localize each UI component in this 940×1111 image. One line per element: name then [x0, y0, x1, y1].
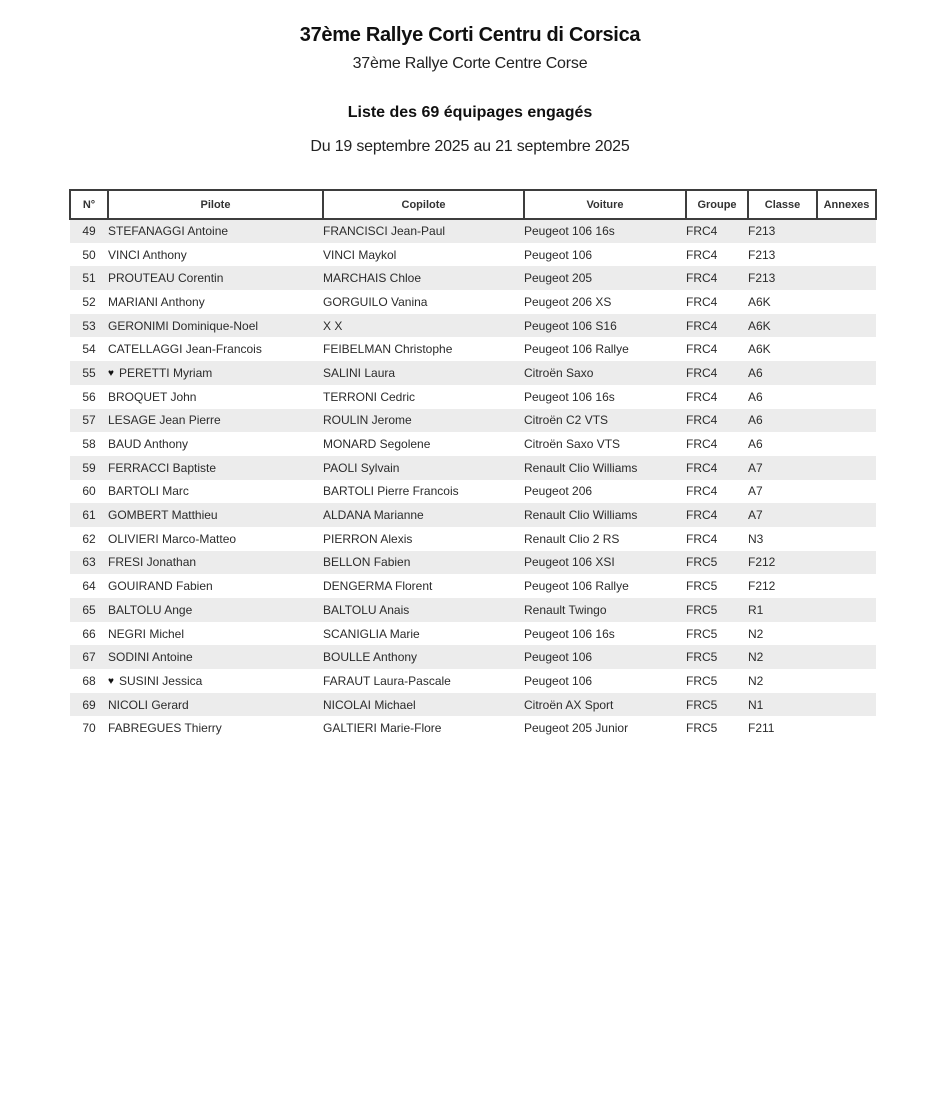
copilot-name: FEIBELMAN Christophe: [323, 342, 453, 357]
entry-row: [70, 480, 876, 504]
car-name: Peugeot 106: [524, 645, 686, 669]
pilot-name: MARIANI Anthony: [108, 294, 205, 309]
group-value: FRC5: [686, 551, 748, 575]
copilot-name: MONARD Segolene: [323, 437, 431, 452]
pilot-cell: [108, 456, 323, 480]
annexes-value: [817, 645, 876, 669]
group-value: FRC4: [686, 484, 718, 499]
copilot-name: TERRONI Cedric: [323, 389, 416, 404]
annexes-value: [817, 503, 876, 527]
entry-row: [70, 574, 876, 598]
copilot-name: X X: [323, 314, 524, 338]
annexes-value: [817, 314, 876, 338]
pilot-cell: [108, 432, 323, 456]
group-value: FRC5: [686, 626, 718, 641]
pilot-cell: [108, 598, 323, 622]
car-name: Renault Clio Williams: [524, 503, 686, 527]
group-value: FRC4: [686, 266, 748, 290]
entry-row: [70, 598, 876, 622]
copilot-name: VINCI Maykol: [323, 247, 397, 262]
entry-row: [70, 527, 876, 551]
pilot-cell: [108, 337, 323, 361]
pilot-name: NICOLI Gerard: [108, 697, 189, 712]
group-value: FRC4: [686, 314, 748, 338]
pilot-name: FABREGUES Thierry: [108, 721, 222, 736]
car-name: Peugeot 205 Junior: [524, 721, 629, 736]
copilot-name: BELLON Fabien: [323, 551, 524, 575]
entry-number: 53: [70, 314, 108, 338]
car-name: Peugeot 106 XSI: [524, 551, 686, 575]
pilot-name: PROUTEAU Corentin: [108, 271, 224, 286]
annexes-value: [817, 337, 876, 361]
pilot-cell: [108, 266, 323, 290]
entry-number: 56: [82, 389, 96, 404]
pilot-cell: [108, 219, 323, 243]
entry-number: 60: [82, 484, 96, 499]
column-header-num: N°: [70, 190, 108, 219]
column-header-voiture: Voiture: [524, 190, 686, 219]
car-name: Renault Twingo: [524, 598, 686, 622]
pilot-cell: [108, 527, 323, 551]
page-subtitle: 37ème Rallye Corte Centre Corse: [352, 55, 588, 72]
group-value: FRC4: [686, 456, 748, 480]
car-name: Citroën Saxo: [524, 361, 686, 385]
group-value: FRC4: [686, 531, 718, 546]
group-value: FRC4: [686, 294, 718, 309]
entries-table-header: [70, 190, 876, 219]
class-value: A7: [748, 456, 817, 480]
entry-row: [70, 503, 876, 527]
car-name: Peugeot 106 16s: [524, 626, 615, 641]
entry-number: 63: [70, 551, 108, 575]
car-name: Peugeot 106: [524, 247, 593, 262]
class-value: F213: [748, 266, 817, 290]
pilot-cell: [108, 503, 323, 527]
car-name: Renault Clio Williams: [524, 456, 686, 480]
annexes-value: [817, 456, 876, 480]
group-value: FRC5: [686, 721, 718, 736]
entry-row: [70, 337, 876, 361]
entry-number: 55: [70, 361, 108, 385]
annexes-value: [817, 574, 876, 598]
car-name: Peugeot 106 Rallye: [524, 579, 629, 594]
female-crew-icon: ♥: [108, 367, 114, 379]
annexes-value: [817, 385, 876, 409]
pilot-name: SUSINI Jessica: [118, 673, 203, 688]
pilot-cell: [108, 480, 323, 504]
column-header-copilote: Copilote: [323, 190, 524, 219]
entry-row: [70, 456, 876, 480]
copilot-name: BALTOLU Anais: [323, 598, 524, 622]
pilot-name: BALTOLU Ange: [108, 602, 193, 617]
car-name: Citroën C2 VTS: [524, 409, 686, 433]
class-value: F212: [748, 579, 776, 594]
copilot-name: NICOLAI Michael: [323, 693, 524, 717]
female-crew-icon: ♥: [108, 675, 114, 687]
copilot-name: BARTOLI Pierre Francois: [323, 484, 459, 499]
car-name: Peugeot 206 XS: [524, 294, 612, 309]
entry-number: 61: [70, 503, 108, 527]
entry-number: 58: [82, 437, 96, 452]
pilot-cell: [108, 574, 323, 598]
group-value: FRC4: [686, 503, 748, 527]
pilot-cell: [108, 669, 323, 693]
car-name: Peugeot 106 16s: [524, 389, 615, 404]
group-value: FRC5: [686, 645, 748, 669]
entry-number: 52: [82, 294, 96, 309]
car-name: Renault Clio 2 RS: [524, 531, 620, 546]
entry-row: [70, 361, 876, 385]
class-value: N1: [748, 693, 817, 717]
pilot-name: CATELLAGGI Jean-Francois: [108, 342, 262, 357]
annexes-value: [817, 361, 876, 385]
pilot-name: BAUD Anthony: [108, 437, 189, 452]
entry-row: [70, 622, 876, 646]
group-value: FRC5: [686, 579, 718, 594]
group-value: FRC5: [686, 693, 748, 717]
class-value: N2: [748, 626, 764, 641]
class-value: A6: [748, 409, 817, 433]
class-value: F213: [748, 219, 817, 243]
column-header-classe: Classe: [748, 190, 817, 219]
group-value: FRC4: [686, 361, 748, 385]
page-title: 37ème Rallye Corti Centru di Corsica: [299, 24, 641, 46]
group-value: FRC4: [686, 219, 748, 243]
class-value: A7: [748, 484, 763, 499]
copilot-name: GALTIERI Marie-Flore: [323, 721, 442, 736]
pilot-name: SODINI Antoine: [108, 650, 193, 665]
entry-row: [70, 669, 876, 693]
class-value: N2: [748, 645, 817, 669]
copilot-name: MARCHAIS Chloe: [323, 266, 524, 290]
entry-row: [70, 716, 876, 740]
entry-list-title: Liste des 69 équipages engagés: [347, 104, 593, 121]
group-value: FRC5: [686, 673, 718, 688]
pilot-cell: [108, 645, 323, 669]
pilot-name: OLIVIERI Marco-Matteo: [108, 531, 237, 546]
copilot-name: PAOLI Sylvain: [323, 456, 524, 480]
entry-row: [70, 314, 876, 338]
pilot-cell: [108, 409, 323, 433]
entry-number: 50: [82, 247, 96, 262]
pilot-cell: [108, 243, 323, 267]
annexes-value: [817, 551, 876, 575]
annexes-value: [817, 716, 876, 740]
pilot-cell: [108, 693, 323, 717]
copilot-name: ROULIN Jerome: [323, 409, 524, 433]
entry-number: 54: [82, 342, 96, 357]
pilot-name: NEGRI Michel: [108, 626, 185, 641]
pilot-name: GERONIMI Dominique-Noel: [108, 318, 259, 333]
entry-row: [70, 243, 876, 267]
entry-number: 59: [70, 456, 108, 480]
pilot-cell: [108, 361, 323, 385]
pilot-name: FRESI Jonathan: [108, 555, 197, 570]
pilot-name: LESAGE Jean Pierre: [108, 413, 221, 428]
class-value: A6K: [748, 294, 771, 309]
copilot-name: SCANIGLIA Marie: [323, 626, 420, 641]
car-name: Peugeot 106 16s: [524, 219, 686, 243]
entry-row: [70, 385, 876, 409]
class-value: N2: [748, 673, 764, 688]
event-date-range: Du 19 septembre 2025 au 21 septembre 2025: [310, 138, 630, 155]
entry-number: 67: [70, 645, 108, 669]
pilot-name: VINCI Anthony: [108, 247, 187, 262]
group-value: FRC4: [686, 409, 748, 433]
class-value: F213: [748, 247, 776, 262]
pilot-name: BARTOLI Marc: [108, 484, 189, 499]
car-name: Peugeot 106 S16: [524, 314, 686, 338]
class-value: A7: [748, 503, 817, 527]
pilot-cell: [108, 385, 323, 409]
pilot-cell: [108, 622, 323, 646]
pilot-name: STEFANAGGI Antoine: [108, 224, 229, 239]
class-value: A6: [748, 389, 763, 404]
class-value: A6K: [748, 314, 817, 338]
entry-number: 68: [82, 673, 96, 688]
annexes-value: [817, 219, 876, 243]
entry-row: [70, 551, 876, 575]
entries-table-body: [70, 219, 876, 740]
pilot-cell: [108, 716, 323, 740]
entry-number: 57: [70, 409, 108, 433]
annexes-value: [817, 432, 876, 456]
copilot-name: ALDANA Marianne: [323, 503, 524, 527]
pilot-name: FERRACCI Baptiste: [108, 460, 217, 475]
annexes-value: [817, 409, 876, 433]
pilot-cell: [108, 290, 323, 314]
entry-number: 66: [82, 626, 96, 641]
entry-number: 62: [82, 531, 96, 546]
document-header: [0, 24, 940, 156]
pilot-cell: [108, 314, 323, 338]
pilot-name: PERETTI Myriam: [118, 365, 213, 380]
class-value: A6: [748, 437, 763, 452]
entry-number: 49: [70, 219, 108, 243]
annexes-value: [817, 598, 876, 622]
class-value: A6K: [748, 342, 771, 357]
column-header-pilote: Pilote: [108, 190, 323, 219]
copilot-name: FRANCISCI Jean-Paul: [323, 219, 524, 243]
annexes-value: [817, 290, 876, 314]
annexes-value: [817, 622, 876, 646]
entry-row: [70, 645, 876, 669]
copilot-name: BOULLE Anthony: [323, 645, 524, 669]
group-value: FRC4: [686, 437, 718, 452]
group-value: FRC4: [686, 342, 718, 357]
entry-number: 64: [82, 579, 96, 594]
entry-row: [70, 266, 876, 290]
entries-table: [69, 189, 877, 740]
copilot-name: DENGERMA Florent: [323, 579, 433, 594]
annexes-value: [817, 527, 876, 551]
class-value: R1: [748, 598, 817, 622]
car-name: Peugeot 106: [524, 673, 593, 688]
copilot-name: GORGUILO Vanina: [323, 294, 428, 309]
car-name: Citroën Saxo VTS: [524, 437, 621, 452]
annexes-value: [817, 480, 876, 504]
entry-row: [70, 219, 876, 243]
entry-row: [70, 290, 876, 314]
car-name: Peugeot 106 Rallye: [524, 342, 629, 357]
group-value: FRC5: [686, 598, 748, 622]
copilot-name: PIERRON Alexis: [323, 531, 413, 546]
copilot-name: SALINI Laura: [323, 361, 524, 385]
entry-row: [70, 693, 876, 717]
pilot-cell: [108, 551, 323, 575]
class-value: F211: [748, 721, 775, 736]
annexes-value: [817, 693, 876, 717]
entry-number: 51: [70, 266, 108, 290]
car-name: Peugeot 206: [524, 484, 593, 499]
annexes-value: [817, 669, 876, 693]
column-header-annexes: Annexes: [817, 190, 876, 219]
annexes-value: [817, 266, 876, 290]
pilot-name: GOUIRAND Fabien: [108, 579, 213, 594]
entry-row: [70, 432, 876, 456]
group-value: FRC4: [686, 247, 718, 262]
entry-number: 70: [82, 721, 96, 736]
class-value: F212: [748, 551, 817, 575]
entry-number: 65: [70, 598, 108, 622]
column-header-groupe: Groupe: [686, 190, 748, 219]
group-value: FRC4: [686, 389, 718, 404]
class-value: N3: [748, 531, 764, 546]
pilot-name: GOMBERT Matthieu: [108, 508, 218, 523]
car-name: Citroën AX Sport: [524, 693, 686, 717]
class-value: A6: [748, 361, 817, 385]
copilot-name: FARAUT Laura-Pascale: [323, 673, 451, 688]
annexes-value: [817, 243, 876, 267]
entry-number: 69: [70, 693, 108, 717]
entry-row: [70, 409, 876, 433]
pilot-name: BROQUET John: [108, 389, 197, 404]
car-name: Peugeot 205: [524, 266, 686, 290]
